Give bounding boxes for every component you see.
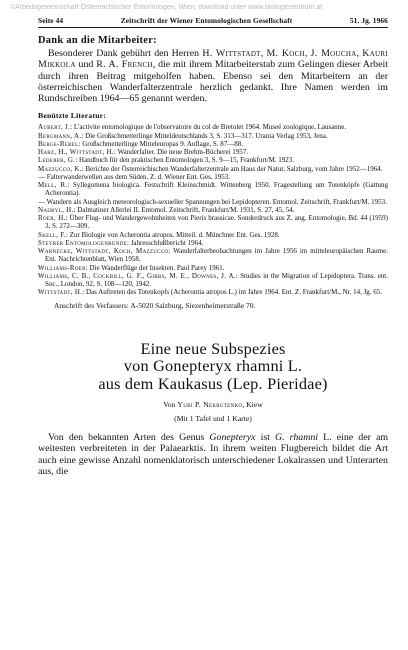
reference-entry — [38, 156, 388, 164]
page-number: Seite 44 — [38, 16, 64, 25]
reference-entry — [38, 247, 388, 264]
volume-year: 51. Jg. 1966 — [349, 16, 388, 25]
reference-author: Williams-Roer — [38, 263, 86, 272]
reference-author: Harz, H., Wittstadt, H. — [38, 148, 115, 157]
reference-text: : Wanderfalterbeobachtungen im Jahre 1956 im mitteleuropäischen Raume. Ent. Nachrichtenblatt, Wien 1958. — [45, 247, 388, 264]
reference-entry — [38, 123, 388, 131]
reference-author: Nadbyl, H. — [38, 205, 74, 214]
reference-author: Mazzucco, K. — [38, 164, 82, 173]
reference-entry — [38, 214, 388, 231]
title-line: von Gonepteryx rhamni L. — [123, 356, 303, 376]
reference-list — [38, 123, 388, 296]
reference-text: : Das Auftreten des Totenkopfs (Acherontia atropos L.) im Jahre 1964. Ent. Z. Frankfurt/M., Nr. 14, Jg. 65. — [82, 288, 383, 297]
running-header — [38, 16, 388, 28]
author-name: Yuri P. Nekrutenko — [177, 399, 243, 409]
reference-author: Mell, R. — [38, 181, 68, 190]
person-name: M. Koch — [266, 48, 305, 59]
reference-entry — [38, 140, 388, 148]
reference-entry — [38, 165, 388, 173]
reference-entry — [38, 181, 388, 198]
article-author: Von Yuri P. Nekrutenko, Kiew — [163, 399, 263, 409]
reference-author: Williams, C. B., Cockbill, G. F., Gibbs, M. E., Downes, J. A. — [38, 271, 236, 280]
title-line: aus dem Kaukasus (Lep. Pieridae) — [98, 373, 328, 393]
reference-entry — [38, 264, 388, 272]
reference-entry — [38, 231, 388, 239]
reference-author: Steyrer Entomologenrunde — [38, 238, 127, 247]
reference-text: : Syllegomena biologica. Festschrift Kleinschmidt. Wittenberg 1950. Fragestellung um Totenköpfe (Gattung Acherontia). — [45, 181, 388, 198]
document-page — [38, 16, 388, 477]
reference-entry — [38, 173, 388, 181]
reference-author: Wittstadt, H. — [38, 288, 83, 297]
person-name: H. Wittstadt — [202, 48, 261, 59]
watermark: ©Arbeitsgemeinschaft Österreichischer Entomologen, Wien, download unter www.biologiezentrum.at — [10, 4, 323, 11]
reference-text: : Berichte der Österreichischen Wanderfalterzentrale am Haus der Natur, Salzburg, vom Jahre 1952—1964. — [81, 164, 383, 173]
reference-text: : Wanderfalter. Die neue Brehm-Bücherei 1957. — [114, 148, 249, 157]
plates-note: (Mit 1 Tafel und 1 Karte) — [174, 413, 252, 423]
journal-title: Zeitschrift der Wiener Entomologischen Gesellschaft — [120, 16, 293, 25]
reference-entry — [38, 272, 388, 289]
genus-name: Gonepteryx — [209, 431, 256, 443]
reference-entry — [38, 206, 388, 214]
reference-text: : Großschmetterlinge Mitteleuropas 9. Auflage, S. 87—88. — [78, 139, 244, 148]
reference-author: Aubert, J. — [38, 123, 71, 132]
article-title — [38, 340, 388, 392]
reference-text: : Die Großschmetterlinge Mitteldeutschlands 3, S. 313—317. Urania Verlag 1953, Jena. — [81, 131, 328, 140]
reference-text: : Jahresschlußbericht 1964. — [126, 238, 204, 247]
person-name: R. A. French — [96, 59, 153, 71]
reference-entry — [38, 132, 388, 140]
reference-text: : Über Flug- und Wandergewohnheiten von Pieris brassicae. Sonderdruck aus Z. ang. Entomologie, Bd. 44 (1959) 3, S. 272—309. — [45, 214, 388, 231]
reference-author: Berge-Rebel — [38, 139, 79, 148]
reference-author: Skell, F. — [38, 230, 66, 239]
reference-text: : Handbuch für den praktischen Entomologen 3, S. 9—15, Frankfurt/M. 1923. — [75, 156, 295, 165]
reference-entry — [38, 198, 388, 206]
reference-text: — Falterwanderwellen aus dem Süden. Z. d. Wiener Ent. Ges. 1953. — [38, 172, 231, 181]
title-line: Eine neue Subspezies — [140, 338, 286, 358]
reference-text: : Studies in the Migration of Lepidoptera. Trans. ent. Soc., London, 92, S. 108—120, 1942. — [45, 271, 388, 289]
reference-entry — [38, 288, 388, 296]
reference-text: — Wandern als Ausgleich meteorologisch-sexueller Spannungen bei Lepidopteren. Entomol. Zeitschrift, Frankfurt/M. 1953. — [38, 197, 387, 206]
person-name: J. Moucha — [310, 48, 357, 59]
reference-entry — [38, 239, 388, 247]
species-name: G. rhamni — [275, 431, 319, 443]
author-address: Anschrift des Verfassers: A-5020 Salzburg, Siezenheimerstraße 70. — [54, 300, 256, 310]
reference-text: : Dalmatiner Allerlei II. Entomol. Zeitschrift, Frankfurt/M. 1931, S. 27, 45, 54. — [73, 205, 295, 214]
reference-entry — [38, 148, 388, 156]
article-body: Von den bekannten Arten des Genus Gonepteryx ist G. rhamni L. eine der am weitesten verbreiteten in der Palaearktis. In ihrem weiten Flugbereich bildet die Art auch eine gewisse Anzahl nomenklatorisch unterschiedener Lokalrassen und Unterarten aus, die — [38, 431, 389, 477]
person-name: Kauri Mikkola — [38, 48, 389, 71]
reference-text: : L'activite entomologique de l'observatoire du col de Bretolet 1964. Museé zoologique, Lausanne. — [70, 123, 347, 132]
reference-text: : Zur Biologie von Acherontia atropos. Mitteil. d. Münchner Ent. Ges. 1928. — [65, 230, 280, 239]
reference-author: Lederer, G. — [38, 156, 76, 165]
reference-author: Bergmann, A. — [38, 131, 82, 140]
acknowledgements-heading: Dank an die Mitarbeiter: — [38, 35, 157, 46]
reference-author: Warnecke, Wittstadt, Koch, Mazzucco — [38, 247, 169, 256]
reference-text: : Die Wanderflüge der Insekten. Paul Parey 1961. — [85, 263, 225, 272]
literature-heading: Benützte Literatur: — [38, 111, 107, 121]
acknowledgements-paragraph: Besonderer Dank gebührt den Herren H. Wittstadt, M. Koch, J. Moucha, Kauri Mikkola und R. A. French, die mit ihrem Mitarbeiterstab zum Gelingen dieser Arbeit durch ihren Beitrag mitgeholfen haben. Ebenso sei den Mitarbeitern an der österreichischen Wanderfalterzentrale herzlich gedankt. Ihre Namen werden im Rundschreiben 1964—65 genannt werden. — [38, 48, 389, 105]
reference-author: Roer, H. — [38, 214, 66, 223]
